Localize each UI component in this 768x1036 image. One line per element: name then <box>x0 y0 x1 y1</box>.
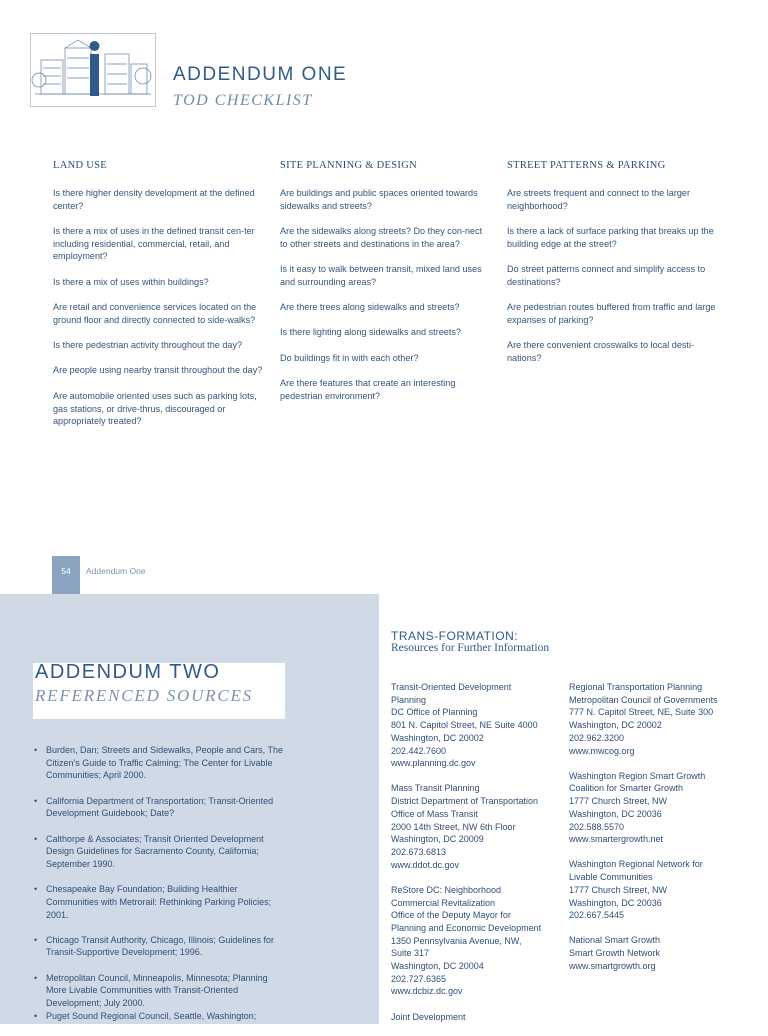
checklist-question: Is there higher density development at the defined center? <box>53 187 255 211</box>
resource-line: Coalition for Smarter Growth <box>569 783 684 794</box>
resource-line: Mass Transit Planning <box>391 783 480 794</box>
checklist-question: Are people using nearby transit throughout the day? <box>53 365 263 376</box>
resource-line: Washington, DC 20036 <box>569 897 662 908</box>
page-title: ADDENDUM ONE <box>173 64 348 85</box>
resource-line: Washington, DC 20002 <box>391 732 484 743</box>
resource-line: Washington, DC 20036 <box>569 808 662 819</box>
checklist-question: Is there pedestrian activity throughout the day? <box>53 340 243 351</box>
resource-entry <box>569 858 749 922</box>
resource-link[interactable]: www.dcbiz.dc.gov <box>391 986 463 997</box>
resource-line: 202.673.6813 <box>391 846 447 857</box>
reference-item: • Calthorpe & Associates; Transit Oriented Development Design Guidelines for Sacramento County, California; September 1990. <box>34 833 286 871</box>
resource-line: District Department of Transportation <box>391 796 539 807</box>
reference-item: • Chesapeake Bay Foundation; Building Healthier Communities with Metrorail: Rethinking Parking Policies; 2001. <box>34 883 286 921</box>
resource-entry <box>391 782 571 871</box>
page-subtitle: TOD CHECKLIST <box>173 92 313 109</box>
addendum-two-subtitle: REFERENCED SOURCES <box>35 686 253 705</box>
resource-entry <box>391 884 571 998</box>
resource-line: Washington, DC 20004 <box>391 961 484 972</box>
resource-line: Washington Regional Network for <box>569 859 703 870</box>
resource-line: Office of Mass Transit <box>391 808 478 819</box>
checklist-column-street-patterns <box>507 160 717 377</box>
resource-line: 1777 Church Street, NW <box>569 796 668 807</box>
checklist-question: Are streets frequent and connect to the larger neighborhood? <box>507 187 690 211</box>
resource-entry <box>569 681 749 757</box>
resource-entry <box>391 681 571 770</box>
resource-line: Washington, DC 20002 <box>569 720 662 731</box>
resource-line: Office of the Deputy Mayor for <box>391 910 511 921</box>
checklist-question: Do buildings fit in with each other? <box>280 352 419 363</box>
checklist-question: Are automobile oriented uses such as parking lots, gas stations, or drive-thrus, discouraged or appropriately treated? <box>53 390 257 427</box>
column-heading: STREET PATTERNS & PARKING <box>507 160 666 171</box>
resource-line: 202.727.6365 <box>391 973 447 984</box>
resource-line: National Smart Growth <box>569 935 661 946</box>
resource-line: Suite 317 <box>391 948 430 959</box>
resource-link[interactable]: www.mwcog.org <box>569 745 635 756</box>
building-illustration-icon <box>31 34 155 106</box>
resources-subtitle: Resources for Further Information <box>391 642 550 654</box>
checklist-column-site-planning <box>280 160 490 415</box>
checklist-question: Are there trees along sidewalks and streets? <box>280 302 460 313</box>
resource-line: Planning <box>391 694 427 705</box>
resource-line: 202.667.5445 <box>569 910 625 921</box>
resources-title: TRANS-FORMATION: <box>391 629 519 643</box>
reference-item: • Chicago Transit Authority, Chicago, Illinois; Guidelines for Transit-Supportive Development; 1996. <box>34 934 286 959</box>
resource-line: 1350 Pennsylvania Avenue, NW, <box>391 935 522 946</box>
checklist-question: Are pedestrian routes buffered from traffic and large expanses of parking? <box>507 302 716 325</box>
reference-item: • California Department of Transportation; Transit-Oriented Development Guidebook; Date? <box>34 795 286 820</box>
resource-line: Joint Development <box>391 1011 466 1022</box>
reference-item: • Burden, Dan; Streets and Sidewalks, People and Cars, The Citizen's Guide to Traffic Calming; The Center for Livable Communities; April 2000. <box>34 744 286 782</box>
resource-line: Planning and Economic Development <box>391 922 542 933</box>
page-label: Addendum One <box>86 566 146 576</box>
resource-line: DC Office of Planning <box>391 707 478 718</box>
checklist-question: Is there a mix of uses in the defined transit cen-ter including residential, commercial, retail, and employment? <box>53 225 255 262</box>
checklist-question: Do street patterns connect and simplify access to destinations? <box>507 263 706 287</box>
resource-link[interactable]: www.ddot.dc.gov <box>391 859 460 870</box>
resource-link[interactable]: www.smartgrowth.org <box>569 960 656 971</box>
resource-entry <box>391 1011 571 1024</box>
resource-line: 2000 14th Street, NW 6th Floor <box>391 821 516 832</box>
resource-line: Regional Transportation Planning <box>569 682 703 692</box>
page-number: 54 <box>52 556 80 594</box>
checklist-question: Are there features that create an interesting pedestrian environment? <box>280 377 456 401</box>
reference-list <box>34 744 286 1035</box>
addendum-two-title: ADDENDUM TWO <box>35 661 221 683</box>
resource-line: Washington Region Smart Growth <box>569 770 706 781</box>
resource-line: Transit-Oriented Development <box>391 682 512 692</box>
resource-line: Livable Communities <box>569 872 653 883</box>
checklist-question: Is there lighting along sidewalks and streets? <box>280 327 461 338</box>
resource-line: ReStore DC: Neighborhood <box>391 884 502 895</box>
checklist-question: Are there convenient crosswalks to local desti-nations? <box>507 340 695 363</box>
checklist-column-land-use <box>53 160 263 441</box>
checklist-question: Is it easy to walk between transit, mixed land uses and surrounding areas? <box>280 263 482 287</box>
resource-link[interactable]: www.planning.dc.gov <box>391 758 476 769</box>
resource-link[interactable]: www.smartergrowth.net <box>569 834 664 845</box>
column-heading: SITE PLANNING & DESIGN <box>280 160 417 171</box>
resource-line: 1777 Church Street, NW <box>569 884 668 895</box>
checklist-question: Is there a lack of surface parking that breaks up the building edge at the street? <box>507 225 714 249</box>
reference-item: • Metropolitan Council, Minneapolis, Minnesota; Planning More Livable Communities with Transit-Oriented Development; July 2000. <box>34 972 286 1010</box>
resource-line: 801 N. Capitol Street, NE Suite 4000 <box>391 720 538 731</box>
checklist-question: Is there a mix of uses within buildings? <box>53 276 209 287</box>
resource-line: Washington, DC 20009 <box>391 834 484 845</box>
resources-column-1 <box>391 681 571 1036</box>
resource-entry <box>569 770 749 846</box>
resource-line: 202.962.3200 <box>569 732 625 743</box>
resource-entry <box>569 934 749 972</box>
resource-line: 202.442.7600 <box>391 745 447 756</box>
checklist-question: Are retail and convenience services located on the ground floor and directly connected to side-walks? <box>53 302 257 325</box>
checklist-question: Are the sidewalks along streets? Do they con-nect to other streets and destinations in the area? <box>280 225 483 249</box>
resource-line: Commercial Revitalization <box>391 897 496 908</box>
checklist-question: Are buildings and public spaces oriented towards sidewalks and streets? <box>280 187 478 211</box>
resource-line: Smart Growth Network <box>569 948 661 959</box>
resource-line: 202.588.5570 <box>569 821 625 832</box>
resource-line: 777 N. Capitol Street, NE, Suite 300 <box>569 707 714 718</box>
reference-item: • Puget Sound Regional Council, Seattle, Washington; <box>34 1010 286 1023</box>
resources-column-2 <box>569 681 749 985</box>
column-heading: LAND USE <box>53 160 108 171</box>
resource-line: Metropolitan Council of Governments <box>569 694 718 705</box>
header-logo <box>30 33 156 107</box>
